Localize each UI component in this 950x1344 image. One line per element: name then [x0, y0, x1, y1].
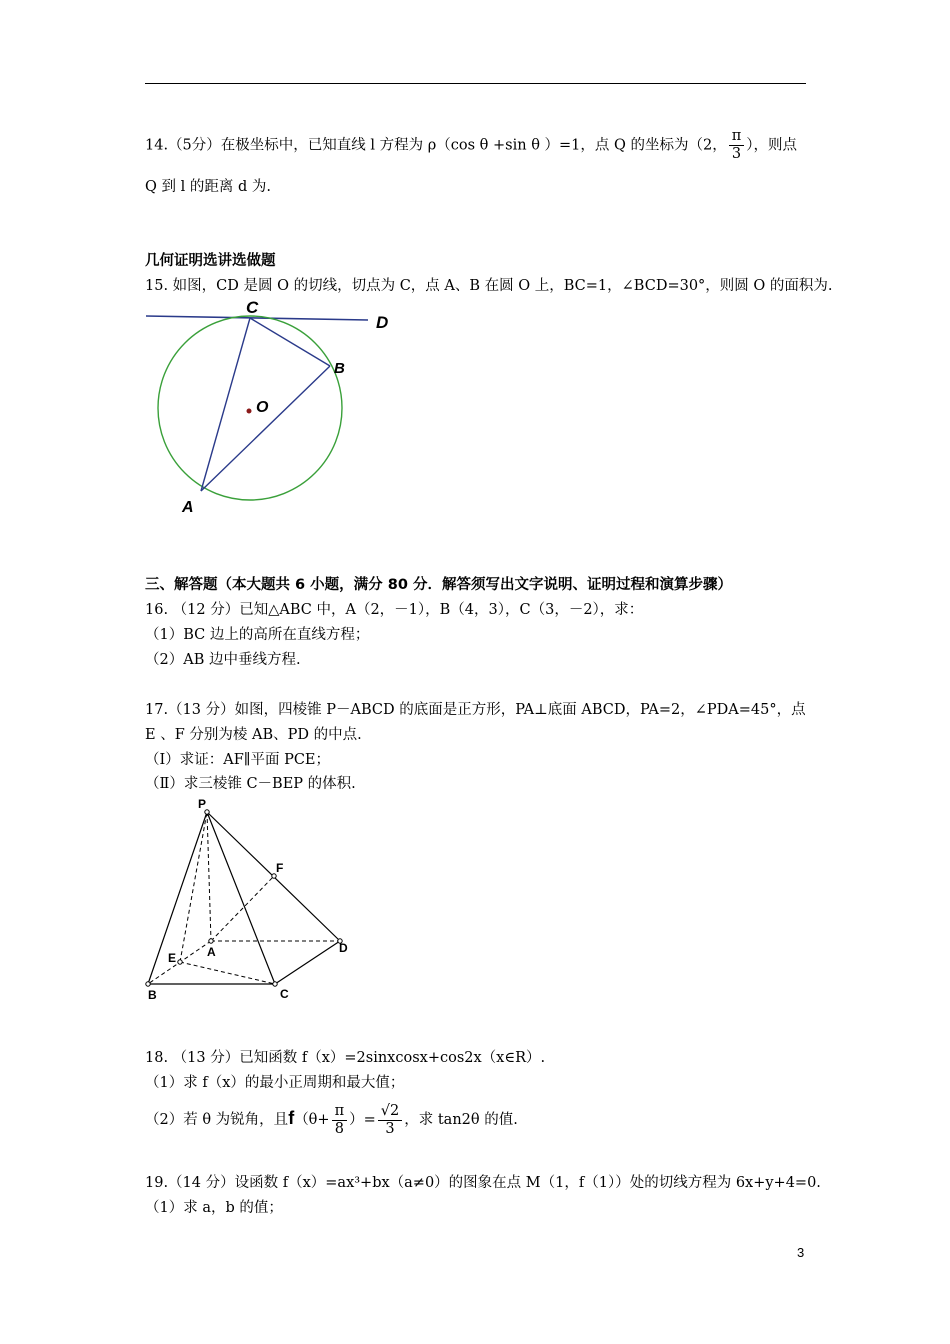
- edge-pb: [148, 812, 207, 984]
- q14-frac-den: 3: [731, 146, 742, 162]
- q18-value-fraction: [378, 1103, 402, 1138]
- edge-cd: [275, 941, 340, 984]
- point-e: [178, 960, 182, 964]
- chord-ca: [201, 318, 250, 491]
- q18-f-symbol: f: [288, 1108, 295, 1128]
- q17-line2: E 、F 分别为棱 AB、PD 的中点.: [145, 727, 362, 743]
- q18-text-pre: （2）若 θ 为锐角，且: [145, 1112, 289, 1128]
- label-a: A: [207, 945, 216, 959]
- chord-ab: [201, 366, 330, 491]
- label-o: O: [256, 399, 269, 416]
- edge-pa-hidden: [207, 812, 211, 941]
- label-c: C: [246, 298, 259, 317]
- q14-frac-num: π: [729, 128, 745, 146]
- q19-line2: （1）求 a，b 的值；: [145, 1200, 283, 1216]
- point-a: [209, 939, 213, 943]
- label-c: C: [280, 987, 289, 1001]
- label-b: B: [148, 988, 157, 1002]
- q17-figure: [140, 795, 370, 1010]
- page-number: 3: [797, 1245, 805, 1260]
- label-p: P: [198, 797, 207, 811]
- q18-arg-num: π: [332, 1103, 348, 1121]
- center-point: [247, 409, 252, 414]
- top-rule: [145, 83, 806, 84]
- q15-text: 15. 如图，CD 是圆 O 的切线，切点为 C，点 A、B 在圆 O 上，BC=1，∠BCD=30°，则圆 O 的面积为.: [145, 278, 833, 294]
- q18-val-num: √2: [378, 1103, 402, 1121]
- q18-arg-den: 8: [334, 1120, 344, 1137]
- label-a: A: [182, 499, 194, 516]
- q14-text-pre: 14.（5分）在极坐标中，已知直线 l 方程为 ρ（cos θ +sin θ ）=1，点 Q 的坐标为（2，: [145, 137, 727, 154]
- label-e: E: [168, 951, 177, 965]
- q14-line2: Q 到 l 的距离 d 为.: [145, 179, 271, 195]
- q16-line2: （1）BC 边上的高所在直线方程；: [145, 627, 370, 643]
- q18-text-post: ，求 tan2θ 的值.: [404, 1112, 518, 1128]
- q18-line1: 18. （13 分）已知函数 f（x）=2sinxcosx+cos2x（x∈R）.: [145, 1050, 546, 1066]
- q18-arg-post: ）=: [349, 1112, 376, 1128]
- point-b: [146, 982, 150, 986]
- circle-o: [158, 316, 342, 500]
- q19-line1: 19.（14 分）设函数 f（x）=ax³+bx（a≠0）的图象在点 M（1，f（1））处的切线方程为 6x+y+4=0.: [145, 1175, 821, 1191]
- label-d: D: [339, 941, 348, 955]
- q18-line3: [145, 1098, 518, 1140]
- q14-fraction: [729, 128, 745, 163]
- q15-figure: [140, 296, 400, 516]
- q16-line1: 16. （12 分）已知△ABC 中，A（2，－1），B（4，3），C（3，－2），求：: [145, 602, 644, 618]
- point-c: [273, 982, 277, 986]
- q17-line3: （Ⅰ）求证：AF∥平面 PCE；: [145, 752, 331, 768]
- q18-line2: （1）求 f（x）的最小正周期和最大值；: [145, 1075, 405, 1091]
- q17-line4: （Ⅱ）求三棱锥 C－BEP 的体积.: [145, 776, 356, 792]
- section-3-title: 三、解答题（本大题共 6 小题，满分 80 分．解答须写出文字说明、证明过程和演算步骤）: [145, 577, 732, 593]
- q14-line1: [145, 128, 797, 163]
- label-b: B: [334, 360, 345, 377]
- q18-val-den: 3: [385, 1120, 395, 1137]
- section-geometry-title: 几何证明选讲选做题: [145, 253, 276, 269]
- segment-ec-hidden: [180, 962, 275, 984]
- segment-af-hidden: [211, 876, 274, 941]
- label-d: D: [376, 313, 389, 332]
- q16-line3: （2）AB 边中垂线方程.: [145, 652, 301, 668]
- segment-ep-hidden: [180, 812, 207, 962]
- q18-arg-fraction: [332, 1103, 348, 1138]
- q18-arg-pre: （θ+: [294, 1112, 330, 1128]
- edge-pc: [207, 812, 275, 984]
- q17-line1: 17.（13 分）如图，四棱锥 P－ABCD 的底面是正方形，PA⊥底面 ABCD，PA=2，∠PDA=45°，点: [145, 702, 806, 718]
- label-f: F: [276, 861, 284, 875]
- q14-text-post: ），则点: [746, 137, 798, 154]
